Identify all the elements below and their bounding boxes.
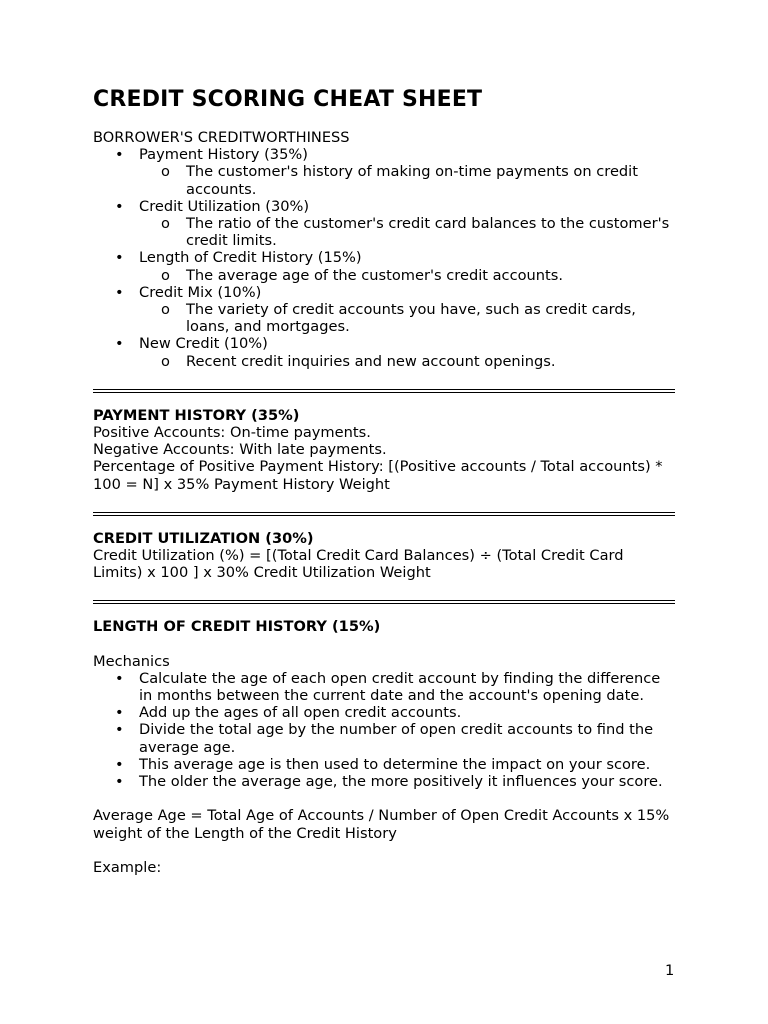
list-item-detail: o The customer's history of making on-time payments on credit accounts. bbox=[139, 163, 675, 197]
list-item-detail: o Recent credit inquiries and new account openings. bbox=[139, 353, 675, 370]
list-item-detail: o The ratio of the customer's credit card balances to the customer's credit limits. bbox=[139, 215, 675, 249]
list-item-detail: o The variety of credit accounts you have, such as credit cards, loans, and mortgages. bbox=[139, 301, 675, 335]
payment-formula: Percentage of Positive Payment History: [(Positive accounts / Total accounts) * 100 = N] x 35% Payment History Weight bbox=[93, 458, 663, 493]
page-number: 1 bbox=[665, 962, 675, 979]
list-item: • Calculate the age of each open credit account by finding the difference in months between the current date and the account's opening date. bbox=[93, 670, 675, 704]
length-history-heading: LENGTH OF CREDIT HISTORY (15%) bbox=[93, 618, 381, 636]
list-item-detail: o The average age of the customer's credit accounts. bbox=[139, 267, 675, 284]
mechanics-list bbox=[93, 670, 675, 790]
list-item: • Payment History (35%) o The customer's history of making on-time payments on credit accounts. bbox=[93, 146, 675, 198]
payment-line: Positive Accounts: On-time payments. bbox=[93, 424, 371, 442]
list-item: • Length of Credit History (15%) o The average age of the customer's credit accounts. bbox=[93, 249, 675, 283]
example-label: Example: bbox=[93, 858, 162, 876]
list-item: • Credit Mix (10%) o The variety of credit accounts you have, such as credit cards, loans, and mortgages. bbox=[93, 284, 675, 336]
list-item: • New Credit (10%) o Recent credit inquiries and new account openings. bbox=[93, 335, 675, 369]
list-item: • This average age is then used to determine the impact on your score. bbox=[93, 756, 675, 773]
document-content bbox=[93, 86, 675, 876]
list-item: • Credit Utilization (30%) o The ratio of the customer's credit card balances to the customer's credit limits. bbox=[93, 198, 675, 250]
list-item: • The older the average age, the more positively it influences your score. bbox=[93, 773, 675, 790]
list-item: • Add up the ages of all open credit accounts. bbox=[93, 704, 675, 721]
credit-utilization-formula: Credit Utilization (%) = [(Total Credit Card Balances) ÷ (Total Credit Card Limits) x 100 ] x 30% Credit Utilization Weight bbox=[93, 547, 624, 582]
mechanics-label: Mechanics bbox=[93, 652, 170, 670]
list-item: • Divide the total age by the number of open credit accounts to find the average age. bbox=[93, 721, 675, 755]
payment-history-heading: PAYMENT HISTORY (35%) bbox=[93, 406, 300, 424]
average-age-formula: Average Age = Total Age of Accounts / Number of Open Credit Accounts x 15% weight of the Length of the Credit History bbox=[93, 807, 670, 842]
borrower-heading: BORROWER'S CREDITWORTHINESS bbox=[93, 129, 350, 146]
factor-list bbox=[93, 146, 675, 370]
credit-utilization-heading: CREDIT UTILIZATION (30%) bbox=[93, 529, 314, 547]
document-title: CREDIT SCORING CHEAT SHEET bbox=[93, 87, 483, 112]
payment-line: Negative Accounts: With late payments. bbox=[93, 441, 387, 459]
